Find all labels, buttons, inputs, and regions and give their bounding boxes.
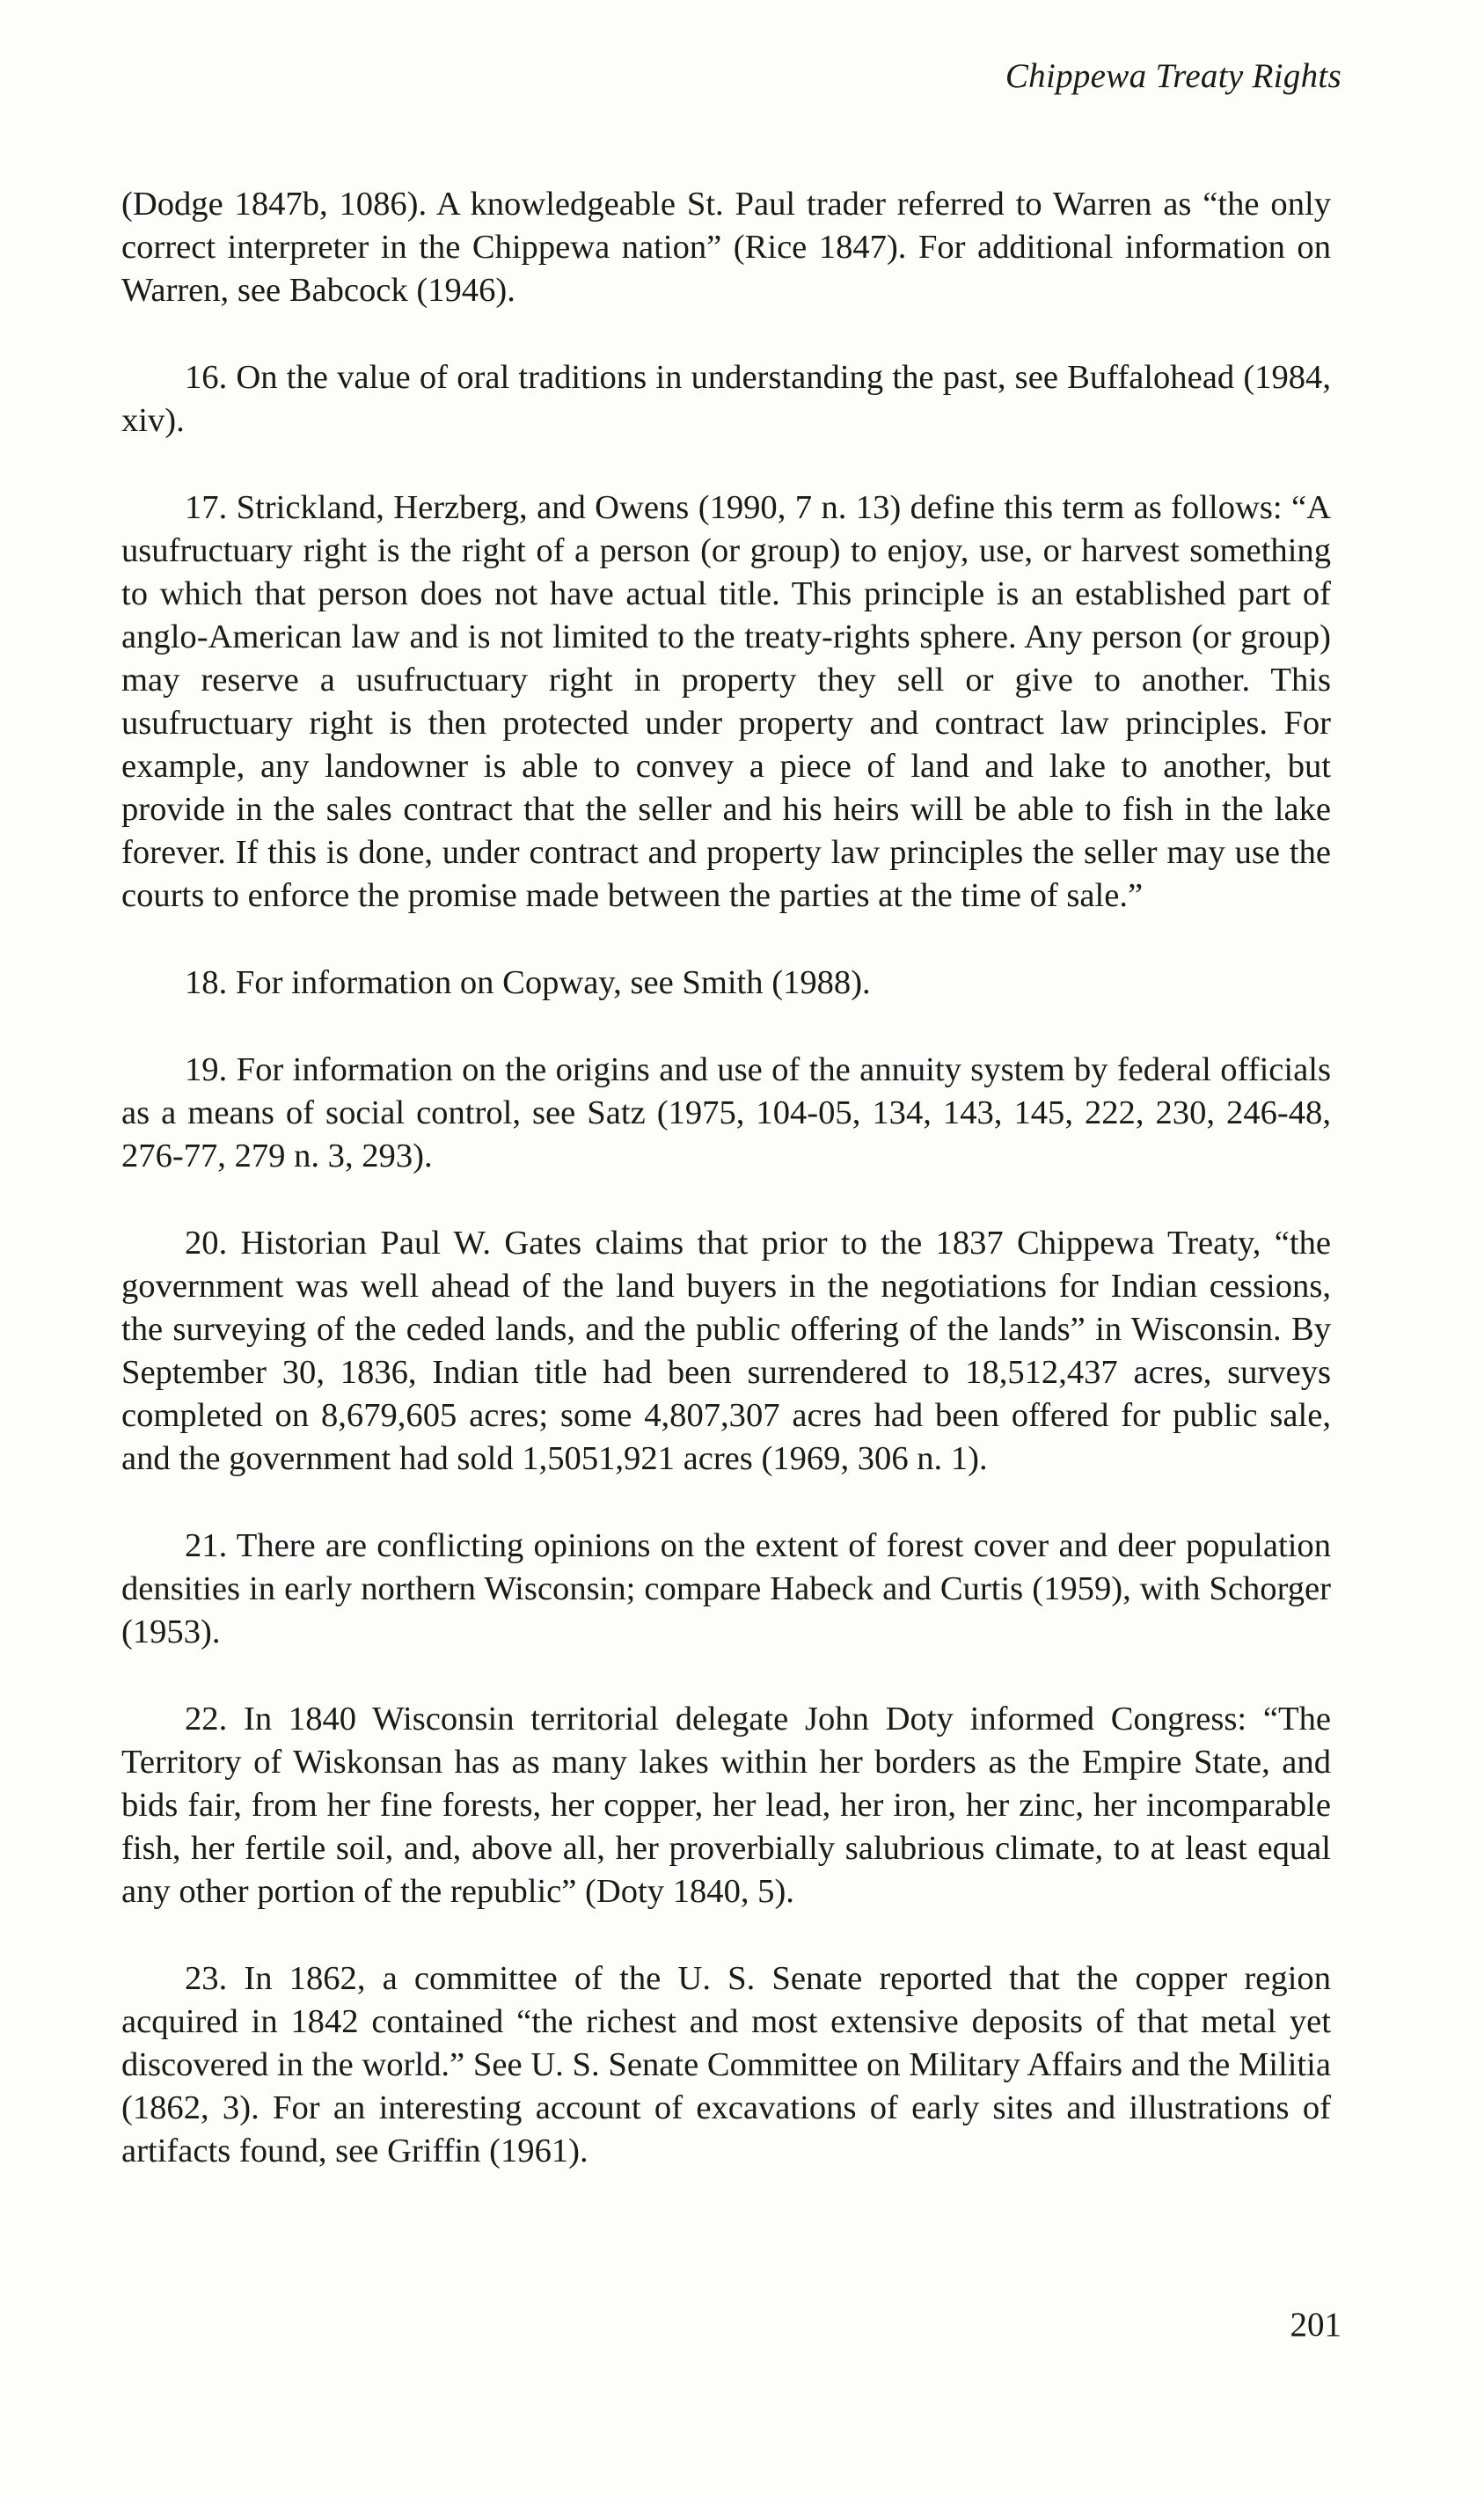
endnote-21: 21. There are conflicting opinions on the extent of forest cover and deer population densities in early northern Wisconsin; compare Habeck and Curtis (1959), with Schorger (1953).: [121, 1527, 1331, 1650]
endnote-continuation: (Dodge 1847b, 1086). A knowledgeable St. Paul trader referred to Warren as “the only correct interpreter in the Chippewa nation” (Rice 1847). For additional information on Warren, see Babcock (1946).: [121, 186, 1331, 309]
endnote-20: 20. Historian Paul W. Gates claims that prior to the 1837 Chippewa Treaty, “the government was well ahead of the land buyers in the negotiations for Indian cessions, the surveying of the ceded lands, and the public offering of the lands” in Wisconsin. By September 30, 1836, Indian title had been surrendered to 18,512,437 acres, surveys completed on 8,679,605 acres; some 4,807,307 acres had been offered for public sale, and the government had sold 1,5051,921 acres (1969, 306 n. 1).: [121, 1225, 1331, 1477]
endnote-19: 19. For information on the origins and use of the annuity system by federal officials as a means of social control, see Satz (1975, 104-05, 134, 143, 145, 222, 230, 246-48, 276-77, 279 n. 3, 293).: [121, 1051, 1331, 1174]
endnote-22: 22. In 1840 Wisconsin territorial delegate John Doty informed Congress: “The Territory of Wiskonsan has as many lakes within her borders as the Empire State, and bids fair, from her fine forests, her copper, her lead, her iron, her zinc, her incomparable fish, her fertile soil, and, above all, her proverbially salubrious climate, to at least equal any other portion of the republic” (Doty 1840, 5).: [121, 1701, 1331, 1910]
endnote-17: 17. Strickland, Herzberg, and Owens (1990, 7 n. 13) define this term as follows: “A usufructuary right is the right of a person (or group) to enjoy, use, or harvest something to which that person does not have actual title. This principle is an established part of anglo-American law and is not limited to the treaty-rights sphere. Any person (or group) may reserve a usufructuary right in property they sell or give to another. This usufructuary right is then protected under property and contract law principles. For example, any landowner is able to convey a piece of land and lake to another, but provide in the sales contract that the seller and his heirs will be able to fish in the lake forever. If this is done, under contract and property law principles the seller may use the courts to enforce the promise made between the parties at the time of sale.”: [121, 489, 1331, 914]
endnote-18: 18. For information on Copway, see Smith (1988).: [185, 964, 871, 1001]
page-number: 201: [1290, 2306, 1341, 2344]
endnote-23: 23. In 1862, a committee of the U. S. Senate reported that the copper region acquired in 1842 contained “the richest and most extensive deposits of that metal yet discovered in the world.” See U. S. Senate Committee on Military Affairs and the Militia (1862, 3). For an interesting account of excavations of early sites and illustrations of artifacts found, see Griffin (1961).: [121, 1960, 1331, 2169]
running-head-title: Chippewa Treaty Rights: [1005, 57, 1341, 95]
endnotes-body: [121, 183, 1331, 2217]
endnote-16: 16. On the value of oral traditions in understanding the past, see Buffalohead (1984, xiv).: [121, 359, 1331, 439]
